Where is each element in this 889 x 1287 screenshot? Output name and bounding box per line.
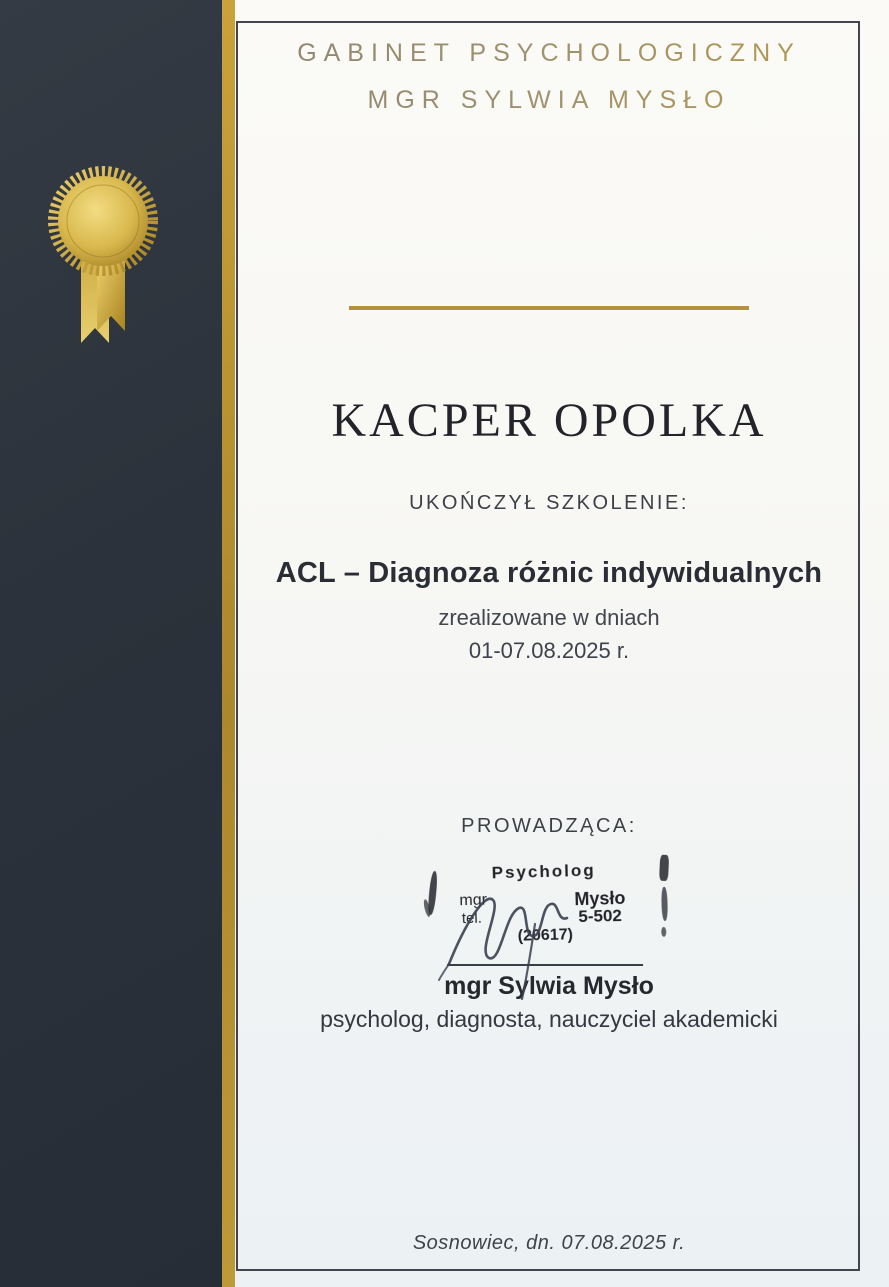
award-ribbon-icon	[43, 163, 163, 363]
title-divider-rule	[349, 306, 749, 310]
issuer-practitioner-name: MGR SYLWIA MYSŁO	[367, 86, 731, 114]
stamp-smudge	[661, 887, 668, 921]
course-date-range: 01-07.08.2025 r.	[468, 638, 630, 663]
realized-label: zrealizowane w dniach	[438, 605, 660, 630]
issuer-clinic-name: GABINET PSYCHOLOGICZNY	[297, 39, 801, 67]
handwritten-signature	[435, 866, 625, 1001]
certificate-title: Certyfikat	[336, 160, 762, 271]
stamp-smudge	[661, 927, 666, 937]
stamp-smudge	[659, 855, 669, 881]
stamp-degree: mgr	[459, 891, 488, 910]
stamp-phone-fragment: 5-502	[578, 905, 623, 927]
presenter-label: PROWADZĄCA:	[461, 815, 637, 837]
gold-edge-strip	[222, 0, 235, 1287]
issuer-header	[238, 30, 860, 124]
stamp-profession: Psycholog	[491, 860, 596, 883]
stamp-license-number: (20617)	[517, 926, 574, 945]
stamp-surname: Mysło	[574, 887, 626, 910]
signer-name: mgr Sylwia Mysło	[444, 972, 654, 1000]
signer-titles: psycholog, diagnosta, nauczyciel akademicki	[320, 1006, 778, 1032]
course-title: ACL – Diagnoza różnic indywidualnych	[275, 557, 823, 589]
stamp-phone-label: tel.	[461, 909, 483, 928]
completion-label: UKOŃCZYŁ SZKOLENIE:	[409, 492, 689, 514]
place-and-date: Sosnowiec, dn. 07.08.2025 r.	[412, 1232, 686, 1254]
recipient-name: KACPER OPOLKA	[331, 394, 767, 447]
paper-content	[238, 0, 860, 1287]
